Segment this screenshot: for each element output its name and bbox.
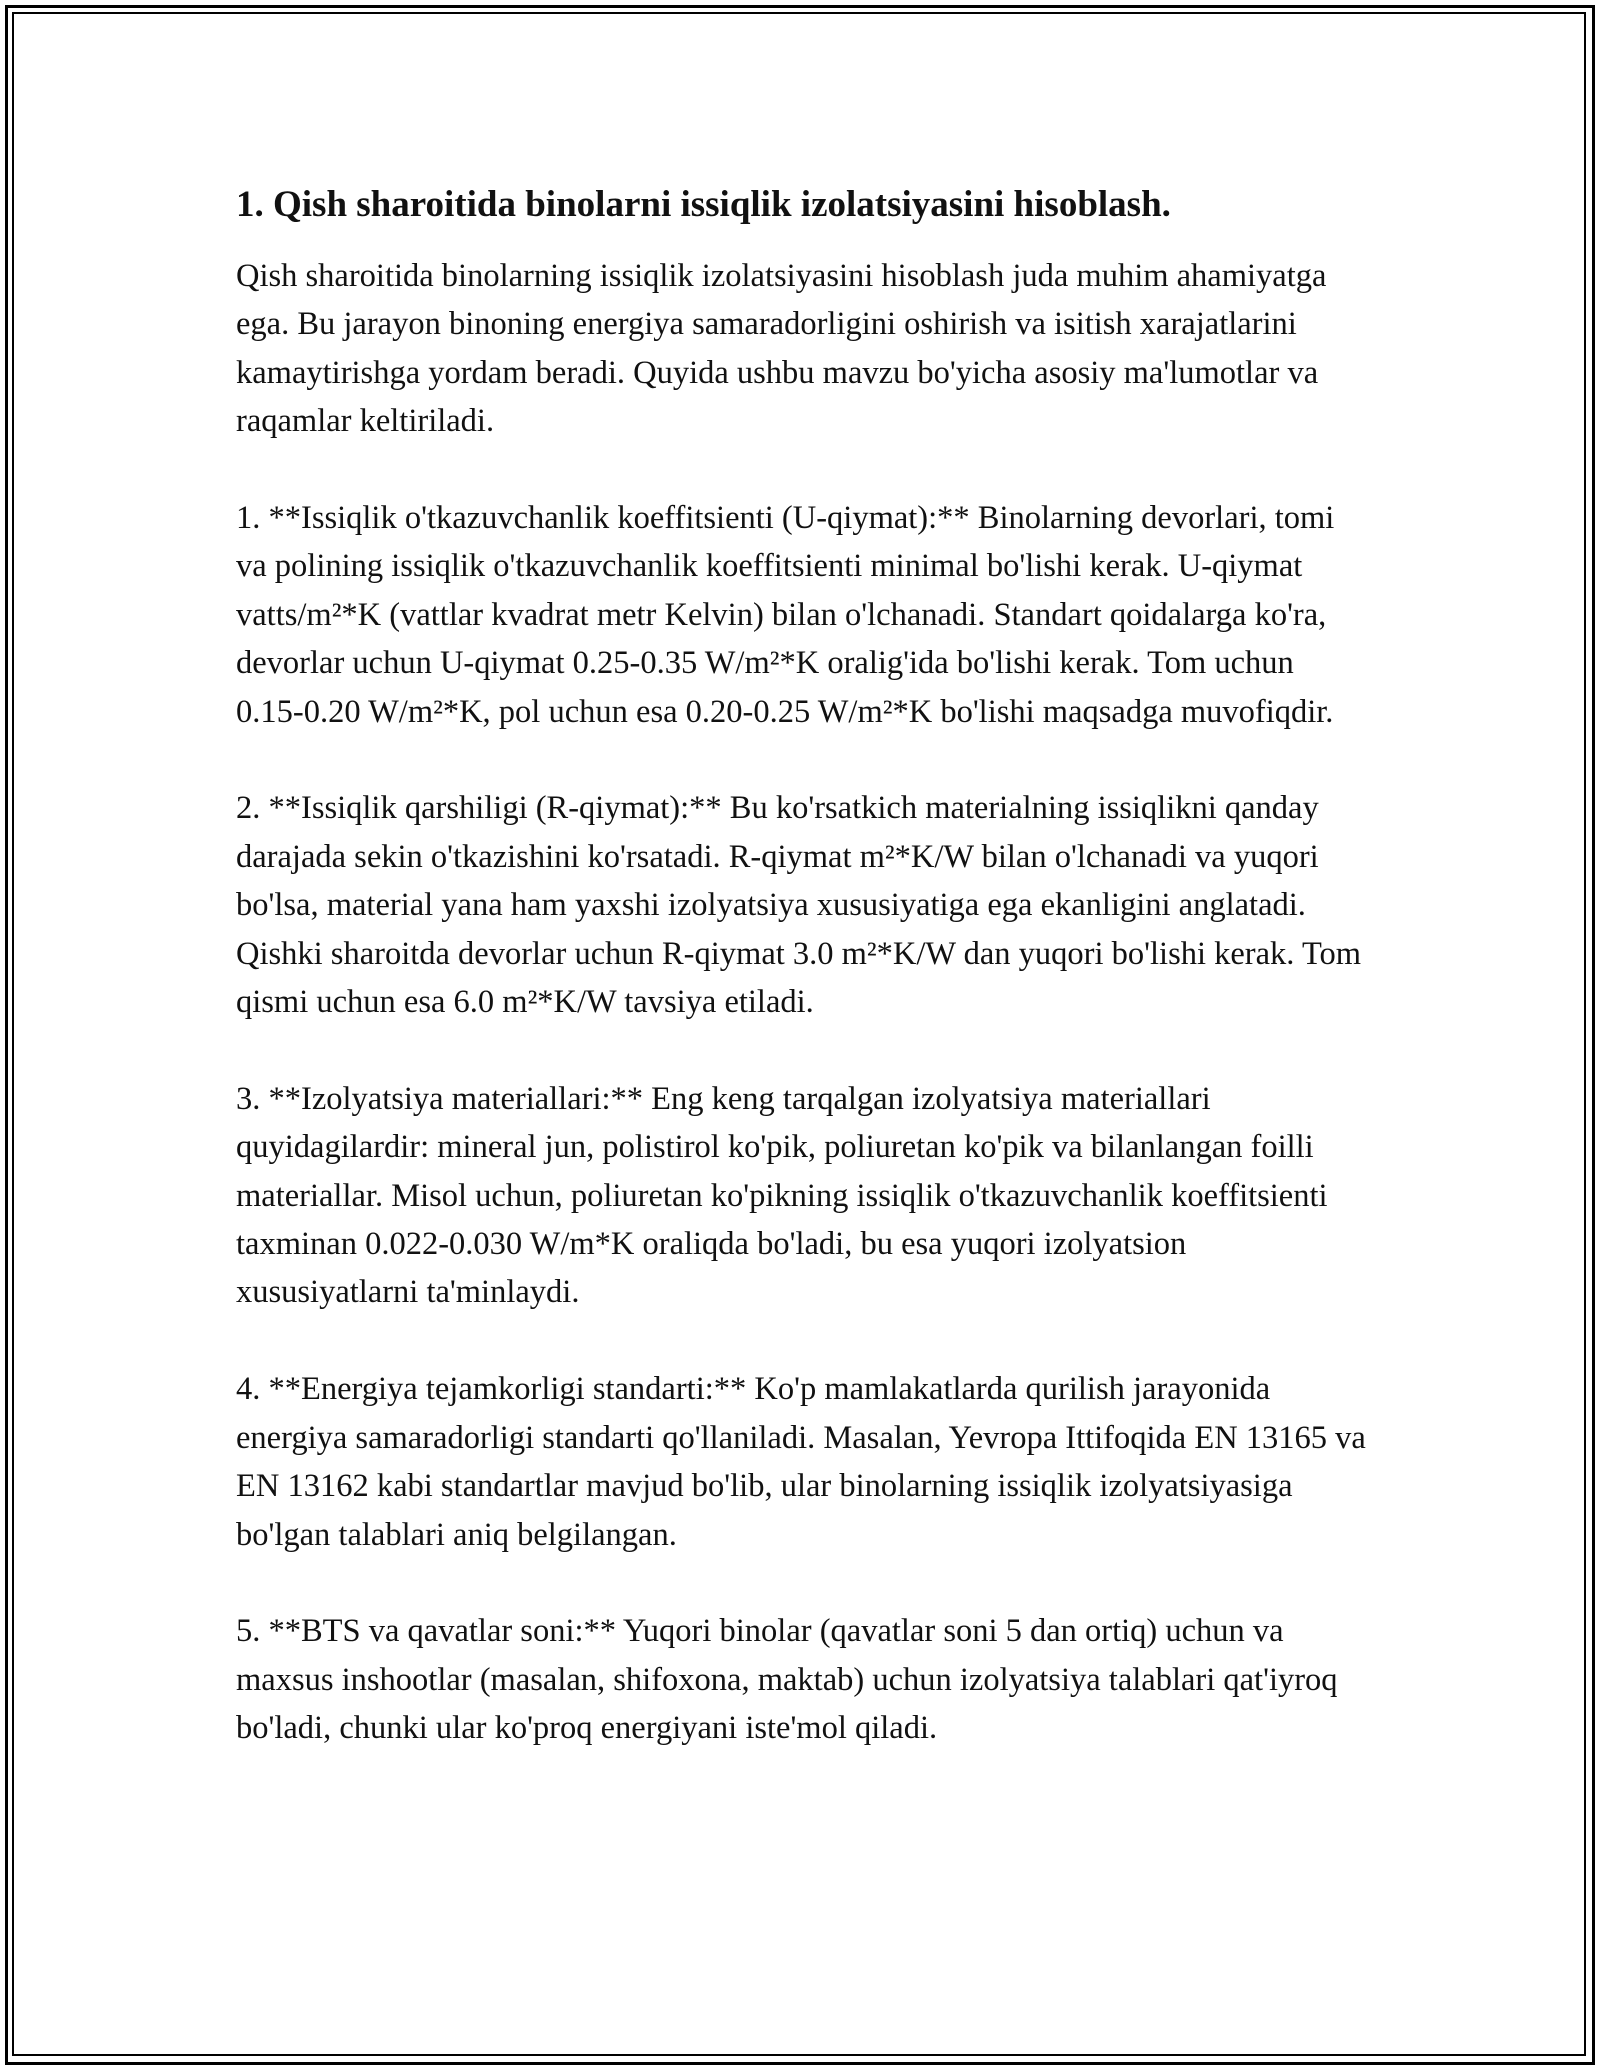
paragraph-insulation-materials: 3. **Izolyatsiya materiallari:** Eng keng tarqalgan izolyatsiya materiallari quyidagilardir: mineral jun, polistirol ko'pik, poliuretan ko'pik va bilanlangan foilli materiallar. Misol uchun, poliuretan ko'pikning issiqlik o'tkazuvchanlik koeffitsienti taxminan 0.022-0.030 W/m*K oraliqda bo'ladi, bu esa yuqori izolyatsion xususiyatlarni ta'minlaydi.: [236, 1080, 1328, 1311]
paragraph-u-value: 1. **Issiqlik o'tkazuvchanlik koeffitsienti (U-qiymat):** Binolarning devorlari, tomi va polining issiqlik o'tkazuvchanlik koeffitsienti minimal bo'lishi kerak. U-qiymat vatts/m²*K (vattlar kvadrat metr Kelvin) bilan o'lchanadi. Standart qoidalarga ko'ra, devorlar uchun U-qiymat 0.25-0.35 W/m²*K oralig'ida bo'lishi kerak. Tom uchun 0.15-0.20 W/m²*K, pol uchun esa 0.20-0.25 W/m²*K bo'lishi maqsadga muvofiqdir.: [236, 500, 1335, 730]
paragraph-energy-standards: 4. **Energiya tejamkorligi standarti:** Ko'p mamlakatlarda qurilish jarayonida energiya samaradorligi standarti qo'llaniladi. Masalan, Yevropa Ittifoqida EN 13165 va EN 13162 kabi standartlar mavjud bo'lib, ular binolarning issiqlik izolyatsiyasiga bo'lgan talablari aniq belgilangan.: [236, 1371, 1366, 1553]
paragraph-r-value: 2. **Issiqlik qarshiligi (R-qiymat):** Bu ko'rsatkich materialning issiqlikni qanday darajada sekin o'tkazishini ko'rsatadi. R-qiymat m²*K/W bilan o'lchanadi va yuqori bo'lsa, material yana ham yaxshi izolyatsiya xususiyatiga ega ekanligini anglatadi. Qishki sharoitda devorlar uchun R-qiymat 3.0 m²*K/W dan yuqori bo'lishi kerak. Tom qismi uchun esa 6.0 m²*K/W tavsiya etiladi.: [236, 790, 1362, 1021]
document-body: [236, 182, 1366, 1753]
paragraph-floors: 5. **BTS va qavatlar soni:** Yuqori binolar (qavatlar soni 5 dan ortiq) uchun va maxsus inshootlar (masalan, shifoxona, maktab) uchun izolyatsiya talablari qat'iyroq bo'ladi, chunki ular ko'proq energiyani iste'mol qiladi.: [236, 1613, 1338, 1747]
paragraph-intro: Qish sharoitida binolarning issiqlik izolatsiyasini hisoblash juda muhim ahamiyatga ega. Bu jarayon binoning energiya samaradorligini oshirish va isitish xarajatlarini kamaytirishga yordam beradi. Quyida ushbu mavzu bo'yicha asosiy ma'lumotlar va raqamlar keltiriladi.: [236, 258, 1327, 440]
document-title: 1. Qish sharoitida binolarni issiqlik izolatsiyasini hisoblash.: [236, 184, 1171, 225]
